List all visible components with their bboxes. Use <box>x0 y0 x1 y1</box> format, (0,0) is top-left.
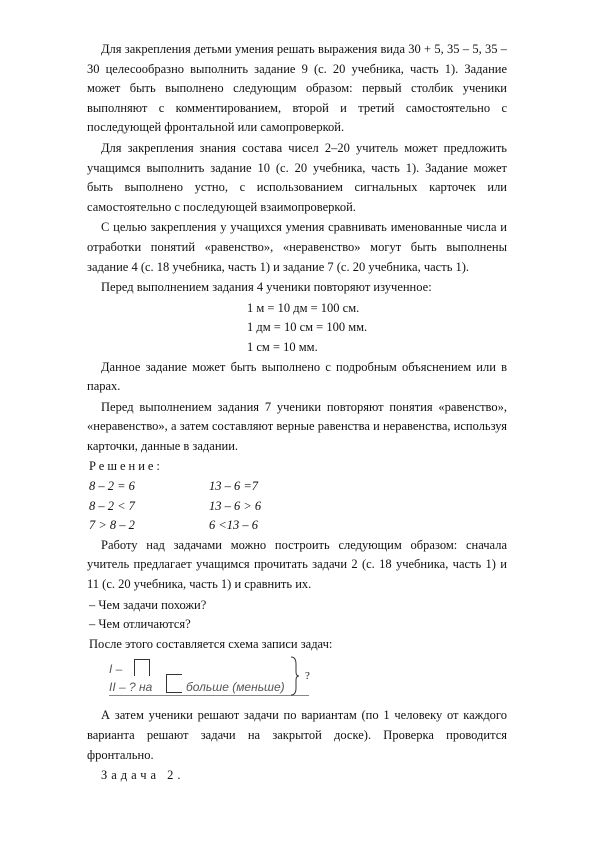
solution-right: 6 <13 – 6 <box>209 518 259 533</box>
equation-1: 1 м = 10 дм = 100 см. <box>247 300 360 315</box>
paragraph-8: После этого составляется схема записи задач: <box>89 636 333 651</box>
scheme-line-2: II – ? на <box>109 680 153 695</box>
solution-right: 13 – 6 =7 <box>209 479 259 494</box>
scheme-box-2 <box>166 674 182 693</box>
solution-left: 8 – 2 = 6 <box>89 479 135 494</box>
solution-left: 8 – 2 < 7 <box>89 498 135 513</box>
solution-left: 7 > 8 – 2 <box>89 518 135 533</box>
scheme-line-1: I – <box>109 662 123 677</box>
solution-label: Решение: <box>89 459 163 474</box>
paragraph-9: А затем ученики решают задачи по вариантам (по 1 человеку от каждого варианта решают задачи на закрытой доске). Проверка проводится фронтально. <box>87 708 507 762</box>
question-1: – Чем задачи похожи? <box>89 597 207 612</box>
paragraph-1: Для закрепления детьми умения решать выражения вида 30 + 5, 35 – 5, 35 – 30 целесообразно выполнить задание 9 (с. 20 учебника, часть 1). Задание может быть выполнено следующим образом: первый столбик ученики выполняют с комментированием, второй и третий самостоятельно с последующей фронтальной или самопроверкой. <box>87 42 507 135</box>
scheme-underline <box>109 695 309 696</box>
paragraph-3: С целью закрепления у учащихся умения сравнивать именованные числа и отработки понятий «равенство», «неравенство» могут быть выполнены задание 4 (с. 18 учебника, часть 1) и задание 7 (с. 20 учебника, часть 1). <box>87 220 507 274</box>
paragraph-6: Перед выполнением задания 7 ученики повторяют понятия «равенство», «неравенство», а затем составляют верные равенства и неравенства, используя карточки, данные в задании. <box>87 399 507 453</box>
paragraph-2: Для закрепления знания состава чисел 2–20 учитель может предложить учащимся выполнить задание 10 (с. 20 учебника, часть 1). Задание может быть выполнено устно, с использованием сигнальных карточек или самостоятельно с последующей взаимопроверкой. <box>87 140 507 214</box>
solution-row <box>87 477 507 497</box>
scheme-question: ? <box>305 670 310 683</box>
paragraph-4: Перед выполнением задания 4 ученики повторяют изученное: <box>101 280 432 295</box>
task-heading: Задача 2. <box>101 768 185 783</box>
solution-row <box>87 516 507 536</box>
task-scheme <box>89 658 507 698</box>
brace-icon <box>290 656 300 696</box>
scheme-line-2-tail: больше (меньше) <box>186 680 285 695</box>
document-page <box>87 40 507 787</box>
solution-right: 13 – 6 > 6 <box>209 498 262 513</box>
solution-row <box>87 497 507 517</box>
paragraph-7: Работу над задачами можно построить следующим образом: сначала учитель предлагает учащимся прочитать задачи 2 (с. 18 учебника, часть 1) и 11 (с. 20 учебника, часть 1) и сравнить их. <box>87 537 507 592</box>
paragraph-5: Данное задание может быть выполнено с подробным объяснением или в парах. <box>87 359 507 394</box>
scheme-box-1 <box>134 659 150 676</box>
equation-3: 1 см = 10 мм. <box>247 339 318 354</box>
question-2: – Чем отличаются? <box>89 617 191 632</box>
equation-2: 1 дм = 10 см = 100 мм. <box>247 320 368 335</box>
